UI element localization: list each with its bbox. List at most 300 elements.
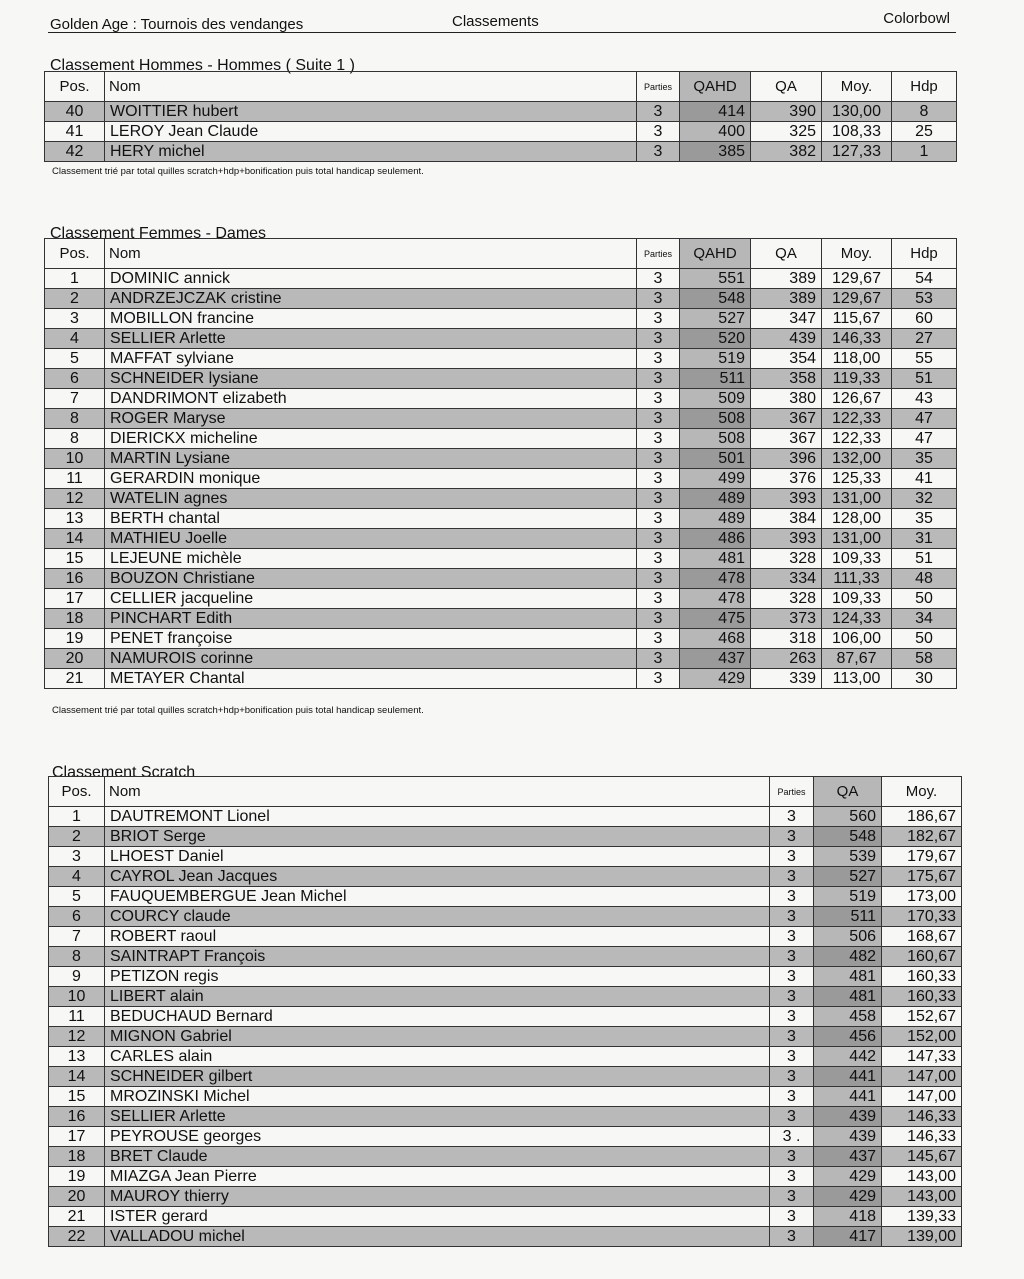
col-name: Nom	[105, 239, 637, 269]
cell-pos: 6	[49, 907, 105, 927]
cell-qahd: 437	[680, 649, 751, 669]
cell-games: 3	[637, 269, 680, 289]
cell-name: PENET françoise	[105, 629, 637, 649]
cell-games: 3	[770, 1027, 814, 1047]
cell-avg: 132,00	[822, 449, 892, 469]
cell-pos: 41	[45, 122, 105, 142]
women-note: Classement trié par total quilles scratch+hdp+bonification puis total handicap seulement.	[52, 705, 424, 716]
cell-name: WATELIN agnes	[105, 489, 637, 509]
table-row	[45, 409, 957, 429]
cell-games: 3	[637, 309, 680, 329]
cell-name: ROBERT raoul	[105, 927, 770, 947]
cell-avg: 126,67	[822, 389, 892, 409]
cell-games: 3	[637, 489, 680, 509]
cell-hdp: 27	[892, 329, 957, 349]
cell-qa: 334	[751, 569, 822, 589]
cell-qa: 325	[751, 122, 822, 142]
cell-name: CARLES alain	[105, 1047, 770, 1067]
table-row	[49, 887, 962, 907]
cell-qa: 376	[751, 469, 822, 489]
cell-avg: 160,33	[882, 967, 962, 987]
cell-name: MIGNON Gabriel	[105, 1027, 770, 1047]
cell-pos: 1	[45, 269, 105, 289]
cell-qahd: 400	[680, 122, 751, 142]
cell-games: 3	[770, 927, 814, 947]
col-pos: Pos.	[49, 777, 105, 807]
table-row	[45, 529, 957, 549]
cell-pos: 4	[49, 867, 105, 887]
cell-qa: 560	[814, 807, 882, 827]
cell-name: CAYROL Jean Jacques	[105, 867, 770, 887]
cell-games: 3	[637, 529, 680, 549]
cell-hdp: 25	[892, 122, 957, 142]
cell-avg: 175,67	[882, 867, 962, 887]
cell-pos: 4	[45, 329, 105, 349]
cell-qa: 506	[814, 927, 882, 947]
cell-qa: 367	[751, 429, 822, 449]
men-title: Classement Hommes - Hommes ( Suite 1 )	[50, 57, 355, 74]
cell-qa: 417	[814, 1227, 882, 1247]
cell-avg: 168,67	[882, 927, 962, 947]
col-games: Parties	[770, 777, 814, 807]
cell-games: 3	[637, 369, 680, 389]
cell-avg: 182,67	[882, 827, 962, 847]
cell-name: SELLIER Arlette	[105, 1107, 770, 1127]
cell-qa: 539	[814, 847, 882, 867]
cell-qa: 527	[814, 867, 882, 887]
cell-qahd: 429	[680, 669, 751, 689]
cell-pos: 10	[45, 449, 105, 469]
cell-name: DANDRIMONT elizabeth	[105, 389, 637, 409]
women-title: Classement Femmes - Dames	[50, 225, 267, 242]
cell-qa: 347	[751, 309, 822, 329]
cell-name: PINCHART Edith	[105, 609, 637, 629]
cell-games: 3	[637, 549, 680, 569]
cell-hdp: 55	[892, 349, 957, 369]
cell-avg: 139,33	[882, 1207, 962, 1227]
cell-hdp: 50	[892, 629, 957, 649]
cell-games: 3	[637, 142, 680, 162]
men-note: Classement trié par total quilles scratch+hdp+bonification puis total handicap seulement.	[52, 166, 424, 177]
cell-qa: 328	[751, 589, 822, 609]
cell-avg: 108,33	[822, 122, 892, 142]
cell-qa: 482	[814, 947, 882, 967]
cell-avg: 152,00	[882, 1027, 962, 1047]
cell-avg: 147,33	[882, 1047, 962, 1067]
cell-games: 3	[770, 867, 814, 887]
cell-pos: 2	[45, 289, 105, 309]
cell-qa: 354	[751, 349, 822, 369]
table-row	[45, 489, 957, 509]
col-qa: QA	[814, 777, 882, 807]
cell-hdp: 47	[892, 409, 957, 429]
cell-games: 3	[770, 947, 814, 967]
cell-avg: 129,67	[822, 289, 892, 309]
cell-qa: 441	[814, 1087, 882, 1107]
scratch-header-row	[49, 777, 962, 807]
women-header-row	[45, 239, 957, 269]
cell-games: 3	[637, 669, 680, 689]
cell-pos: 5	[45, 349, 105, 369]
col-hdp: Hdp	[892, 239, 957, 269]
cell-hdp: 41	[892, 469, 957, 489]
table-row	[45, 349, 957, 369]
cell-qahd: 527	[680, 309, 751, 329]
cell-qahd: 478	[680, 589, 751, 609]
table-row	[49, 927, 962, 947]
cell-name: DOMINIC annick	[105, 269, 637, 289]
cell-pos: 11	[49, 1007, 105, 1027]
table-row	[45, 609, 957, 629]
cell-avg: 147,00	[882, 1067, 962, 1087]
cell-name: BRIOT Serge	[105, 827, 770, 847]
table-row	[49, 967, 962, 987]
cell-hdp: 51	[892, 369, 957, 389]
cell-qa: 393	[751, 489, 822, 509]
cell-pos: 12	[49, 1027, 105, 1047]
table-row	[45, 102, 957, 122]
header-venue: Colorbowl	[883, 10, 950, 27]
cell-name: LIBERT alain	[105, 987, 770, 1007]
scratch-title: Classement Scratch	[52, 764, 196, 781]
cell-avg: 113,00	[822, 669, 892, 689]
cell-avg: 119,33	[822, 369, 892, 389]
cell-games: 3	[770, 807, 814, 827]
cell-name: SCHNEIDER lysiane	[105, 369, 637, 389]
cell-pos: 20	[49, 1187, 105, 1207]
cell-pos: 5	[49, 887, 105, 907]
cell-hdp: 60	[892, 309, 957, 329]
cell-hdp: 32	[892, 489, 957, 509]
cell-name: LHOEST Daniel	[105, 847, 770, 867]
cell-qa: 389	[751, 269, 822, 289]
cell-qa: 382	[751, 142, 822, 162]
table-row	[49, 907, 962, 927]
cell-games: 3	[770, 1167, 814, 1187]
cell-qa: 456	[814, 1027, 882, 1047]
cell-qa: 511	[814, 907, 882, 927]
cell-name: PEYROUSE georges	[105, 1127, 770, 1147]
cell-name: DIERICKX micheline	[105, 429, 637, 449]
cell-qa: 318	[751, 629, 822, 649]
cell-pos: 2	[49, 827, 105, 847]
table-row	[49, 1167, 962, 1187]
cell-hdp: 34	[892, 609, 957, 629]
cell-avg: 128,00	[822, 509, 892, 529]
cell-name: MATHIEU Joelle	[105, 529, 637, 549]
cell-qa: 380	[751, 389, 822, 409]
cell-pos: 22	[49, 1227, 105, 1247]
cell-avg: 146,33	[882, 1127, 962, 1147]
cell-games: 3	[770, 907, 814, 927]
women-table	[44, 238, 957, 689]
cell-avg: 129,67	[822, 269, 892, 289]
col-games: Parties	[637, 239, 680, 269]
cell-name: VALLADOU michel	[105, 1227, 770, 1247]
cell-games: 3	[770, 847, 814, 867]
cell-name: CELLIER jacqueline	[105, 589, 637, 609]
cell-pos: 10	[49, 987, 105, 1007]
cell-avg: 122,33	[822, 409, 892, 429]
cell-avg: 186,67	[882, 807, 962, 827]
cell-qa: 384	[751, 509, 822, 529]
cell-games: 3	[637, 589, 680, 609]
table-row	[49, 1107, 962, 1127]
cell-name: BERTH chantal	[105, 509, 637, 529]
cell-pos: 19	[49, 1167, 105, 1187]
cell-avg: 170,33	[882, 907, 962, 927]
cell-name: METAYER Chantal	[105, 669, 637, 689]
cell-qa: 389	[751, 289, 822, 309]
cell-games: 3	[637, 349, 680, 369]
cell-avg: 131,00	[822, 529, 892, 549]
cell-avg: 118,00	[822, 349, 892, 369]
cell-hdp: 35	[892, 509, 957, 529]
cell-name: COURCY claude	[105, 907, 770, 927]
table-row	[49, 1007, 962, 1027]
cell-games: 3	[770, 1227, 814, 1247]
cell-hdp: 58	[892, 649, 957, 669]
cell-qa: 429	[814, 1187, 882, 1207]
cell-pos: 19	[45, 629, 105, 649]
cell-hdp: 54	[892, 269, 957, 289]
cell-games: 3 .	[770, 1127, 814, 1147]
cell-qahd: 481	[680, 549, 751, 569]
table-row	[45, 142, 957, 162]
table-row	[45, 389, 957, 409]
col-qahd: QAHD	[680, 239, 751, 269]
header-tournament: Golden Age : Tournois des vendanges	[50, 16, 304, 33]
table-row	[45, 429, 957, 449]
cell-qahd: 508	[680, 429, 751, 449]
cell-avg: 124,33	[822, 609, 892, 629]
cell-name: MROZINSKI Michel	[105, 1087, 770, 1107]
cell-pos: 21	[49, 1207, 105, 1227]
cell-name: LEROY Jean Claude	[105, 122, 637, 142]
table-row	[49, 847, 962, 867]
cell-name: BEDUCHAUD Bernard	[105, 1007, 770, 1027]
cell-name: ISTER gerard	[105, 1207, 770, 1227]
cell-pos: 17	[49, 1127, 105, 1147]
header-rankings: Classements	[452, 13, 539, 30]
cell-name: SELLIER Arlette	[105, 329, 637, 349]
cell-pos: 16	[49, 1107, 105, 1127]
cell-qa: 396	[751, 449, 822, 469]
cell-games: 3	[637, 429, 680, 449]
cell-pos: 8	[45, 409, 105, 429]
cell-qahd: 414	[680, 102, 751, 122]
col-pos: Pos.	[45, 72, 105, 102]
cell-pos: 11	[45, 469, 105, 489]
men-table	[44, 71, 957, 162]
cell-pos: 1	[49, 807, 105, 827]
cell-games: 3	[770, 1147, 814, 1167]
table-row	[49, 827, 962, 847]
cell-avg: 146,33	[822, 329, 892, 349]
cell-name: LEJEUNE michèle	[105, 549, 637, 569]
cell-games: 3	[637, 509, 680, 529]
cell-name: MOBILLON francine	[105, 309, 637, 329]
cell-games: 3	[637, 409, 680, 429]
table-row	[49, 1147, 962, 1167]
cell-hdp: 35	[892, 449, 957, 469]
cell-name: GERARDIN monique	[105, 469, 637, 489]
cell-avg: 87,67	[822, 649, 892, 669]
cell-avg: 143,00	[882, 1187, 962, 1207]
cell-avg: 152,67	[882, 1007, 962, 1027]
cell-qahd: 385	[680, 142, 751, 162]
cell-avg: 109,33	[822, 589, 892, 609]
cell-avg: 111,33	[822, 569, 892, 589]
cell-name: ANDRZEJCZAK cristine	[105, 289, 637, 309]
cell-qa: 367	[751, 409, 822, 429]
cell-games: 3	[637, 289, 680, 309]
cell-hdp: 43	[892, 389, 957, 409]
cell-qa: 263	[751, 649, 822, 669]
cell-qa: 437	[814, 1147, 882, 1167]
table-row	[49, 1227, 962, 1247]
cell-pos: 14	[45, 529, 105, 549]
cell-pos: 8	[49, 947, 105, 967]
cell-qa: 439	[751, 329, 822, 349]
cell-name: MIAZGA Jean Pierre	[105, 1167, 770, 1187]
cell-games: 3	[770, 1047, 814, 1067]
cell-pos: 13	[49, 1047, 105, 1067]
cell-games: 3	[770, 1007, 814, 1027]
cell-qa: 339	[751, 669, 822, 689]
cell-qa: 458	[814, 1007, 882, 1027]
cell-games: 3	[637, 609, 680, 629]
cell-name: SCHNEIDER gilbert	[105, 1067, 770, 1087]
table-row	[49, 1127, 962, 1147]
col-pos: Pos.	[45, 239, 105, 269]
cell-qahd: 509	[680, 389, 751, 409]
cell-qa: 393	[751, 529, 822, 549]
cell-avg: 145,67	[882, 1147, 962, 1167]
cell-qahd: 501	[680, 449, 751, 469]
cell-qahd: 489	[680, 509, 751, 529]
cell-games: 3	[770, 1107, 814, 1127]
table-row	[49, 987, 962, 1007]
table-row	[45, 449, 957, 469]
cell-pos: 3	[45, 309, 105, 329]
men-header-row	[45, 72, 957, 102]
cell-qa: 441	[814, 1067, 882, 1087]
table-row	[49, 867, 962, 887]
cell-avg: 139,00	[882, 1227, 962, 1247]
cell-games: 3	[637, 569, 680, 589]
cell-qa: 548	[814, 827, 882, 847]
cell-games: 3	[637, 469, 680, 489]
cell-qahd: 489	[680, 489, 751, 509]
cell-hdp: 48	[892, 569, 957, 589]
cell-pos: 18	[49, 1147, 105, 1167]
cell-name: MAFFAT sylviane	[105, 349, 637, 369]
cell-games: 3	[637, 329, 680, 349]
cell-name: MAUROY thierry	[105, 1187, 770, 1207]
cell-games: 3	[637, 649, 680, 669]
table-row	[45, 329, 957, 349]
cell-avg: 160,33	[882, 987, 962, 1007]
cell-qa: 481	[814, 987, 882, 1007]
cell-hdp: 47	[892, 429, 957, 449]
table-row	[45, 629, 957, 649]
cell-qa: 373	[751, 609, 822, 629]
table-row	[45, 649, 957, 669]
cell-games: 3	[637, 449, 680, 469]
col-qa: QA	[751, 239, 822, 269]
cell-pos: 17	[45, 589, 105, 609]
cell-name: ROGER Maryse	[105, 409, 637, 429]
cell-pos: 21	[45, 669, 105, 689]
cell-name: MARTIN Lysiane	[105, 449, 637, 469]
cell-hdp: 53	[892, 289, 957, 309]
table-row	[49, 1067, 962, 1087]
table-row	[45, 589, 957, 609]
cell-games: 3	[770, 887, 814, 907]
table-row	[49, 1187, 962, 1207]
cell-pos: 20	[45, 649, 105, 669]
cell-avg: 143,00	[882, 1167, 962, 1187]
table-row	[45, 369, 957, 389]
table-row	[49, 807, 962, 827]
cell-games: 3	[637, 629, 680, 649]
cell-name: BRET Claude	[105, 1147, 770, 1167]
cell-name: BOUZON Christiane	[105, 569, 637, 589]
cell-pos: 12	[45, 489, 105, 509]
cell-name: WOITTIER hubert	[105, 102, 637, 122]
cell-name: PETIZON regis	[105, 967, 770, 987]
cell-hdp: 31	[892, 529, 957, 549]
cell-pos: 6	[45, 369, 105, 389]
table-row	[45, 549, 957, 569]
cell-qahd: 508	[680, 409, 751, 429]
col-name: Nom	[105, 777, 770, 807]
table-row	[49, 1207, 962, 1227]
cell-games: 3	[770, 1207, 814, 1227]
table-row	[49, 947, 962, 967]
cell-pos: 16	[45, 569, 105, 589]
cell-qahd: 478	[680, 569, 751, 589]
cell-name: FAUQUEMBERGUE Jean Michel	[105, 887, 770, 907]
cell-qa: 429	[814, 1167, 882, 1187]
cell-qa: 442	[814, 1047, 882, 1067]
col-qahd: QAHD	[680, 72, 751, 102]
cell-qahd: 486	[680, 529, 751, 549]
cell-avg: 115,67	[822, 309, 892, 329]
table-row	[45, 669, 957, 689]
cell-pos: 40	[45, 102, 105, 122]
col-qa: QA	[751, 72, 822, 102]
cell-hdp: 8	[892, 102, 957, 122]
table-row	[45, 509, 957, 529]
cell-qa: 358	[751, 369, 822, 389]
cell-qa: 390	[751, 102, 822, 122]
cell-avg: 109,33	[822, 549, 892, 569]
cell-games: 3	[770, 987, 814, 1007]
cell-avg: 127,33	[822, 142, 892, 162]
cell-pos: 9	[49, 967, 105, 987]
cell-games: 3	[770, 827, 814, 847]
cell-pos: 15	[45, 549, 105, 569]
cell-avg: 130,00	[822, 102, 892, 122]
table-row	[45, 122, 957, 142]
table-row	[45, 569, 957, 589]
cell-hdp: 51	[892, 549, 957, 569]
cell-avg: 125,33	[822, 469, 892, 489]
cell-qa: 328	[751, 549, 822, 569]
col-avg: Moy.	[822, 72, 892, 102]
